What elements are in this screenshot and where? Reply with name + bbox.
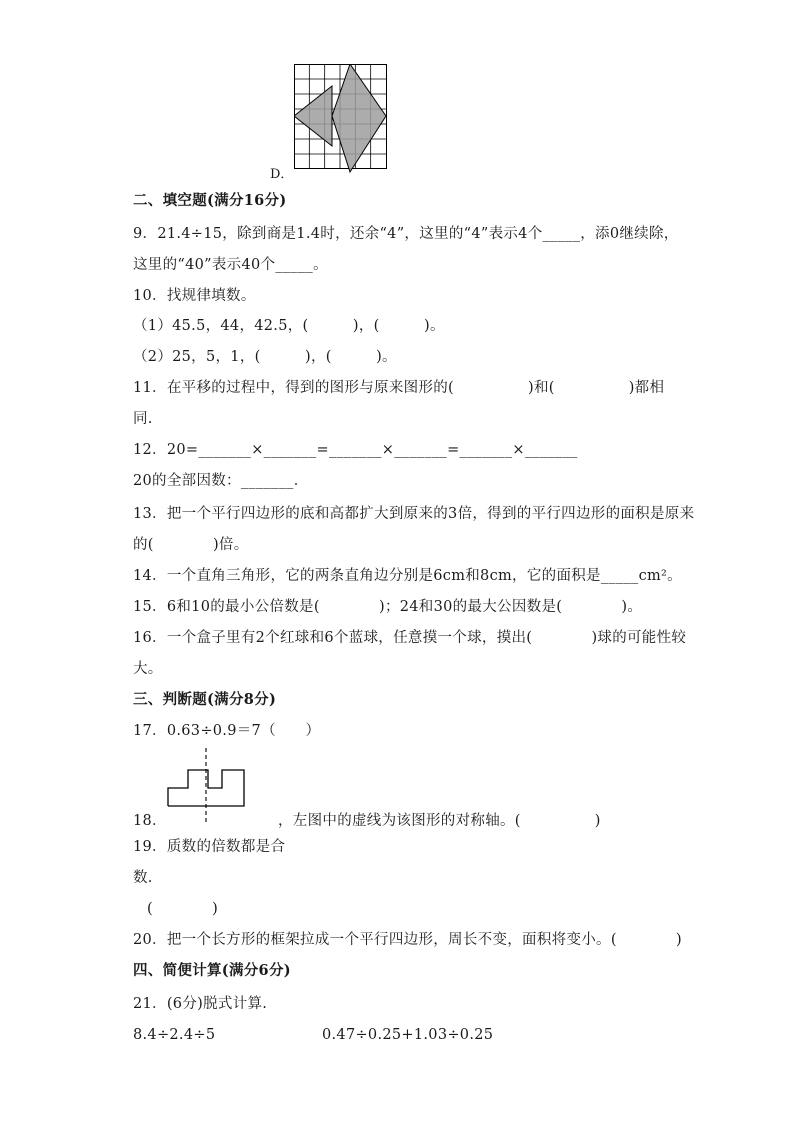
- question-10-part-1: （1）45.5，44，42.5，( )，( )。: [133, 318, 445, 334]
- question-18: 18． ，左图中的虚线为该图形的对称轴。( ): [133, 813, 601, 829]
- question-12-line-2: 20的全部因数：_______．: [133, 473, 309, 489]
- question-16-line-1: 16．一个盒子里有2个红球和6个蓝球，任意摸一个球，摸出( )球的可能性较: [133, 630, 687, 646]
- question-13-line-1: 13．把一个平行四边形的底和高都扩大到原来的3倍，得到的平行四边形的面积是原来: [133, 506, 695, 522]
- section-title-judgement: 三、判断题(满分8分): [133, 691, 277, 708]
- question-9-line-1: 9．21.4÷15，除到商是1.4时，还余“4”，这里的“4”表示4个_____，添0继续除，: [133, 226, 679, 242]
- question-13-line-2: 的( )倍。: [133, 537, 249, 553]
- question-17: 17．0.63÷0.9＝7（ ）: [133, 723, 321, 739]
- question-15: 15．6和10的最小公倍数是( )；24和30的最大公因数是( )。: [133, 599, 643, 615]
- question-10-part-2: （2）25，5，1，( )，( )。: [133, 349, 397, 365]
- option-d-grid-figure: [294, 64, 390, 178]
- question-11-line-2: 同.: [133, 411, 153, 427]
- question-14: 14．一个直角三角形，它的两条直角边分别是6cm和8cm，它的面积是_____cm²。: [133, 568, 682, 584]
- question-19-answer-blank: ( ): [147, 901, 219, 917]
- question-19-line-1: 19．质数的倍数都是合: [133, 839, 286, 855]
- section-title-fill-blank: 二、填空题(满分16分): [133, 192, 287, 209]
- question-11-line-1: 11．在平移的过程中，得到的图形与原来图形的( )和( )都相: [133, 380, 665, 396]
- question-16-line-2: 大。: [133, 661, 163, 677]
- question-12-line-1: 12．20=_______×_______=_______×_______=_______×_______: [133, 442, 578, 458]
- question-21-expression-a: 8.4÷2.4÷5: [133, 1027, 216, 1043]
- question-20: 20．把一个长方形的框架拉成一个平行四边形，周长不变，面积将变小。( ): [133, 932, 682, 948]
- question-21: 21．(6分)脱式计算.: [133, 996, 268, 1012]
- question-10: 10．找规律填数。: [133, 288, 256, 304]
- question-21-expression-b: 0.47÷0.25+1.03÷0.25: [322, 1027, 494, 1043]
- question-19-line-2: 数.: [133, 870, 153, 886]
- section-title-simplified-calc: 四、简便计算(满分6分): [133, 962, 291, 979]
- question-9-line-2: 这里的“40”表示40个_____。: [133, 257, 328, 273]
- option-d-label: D．: [270, 167, 294, 182]
